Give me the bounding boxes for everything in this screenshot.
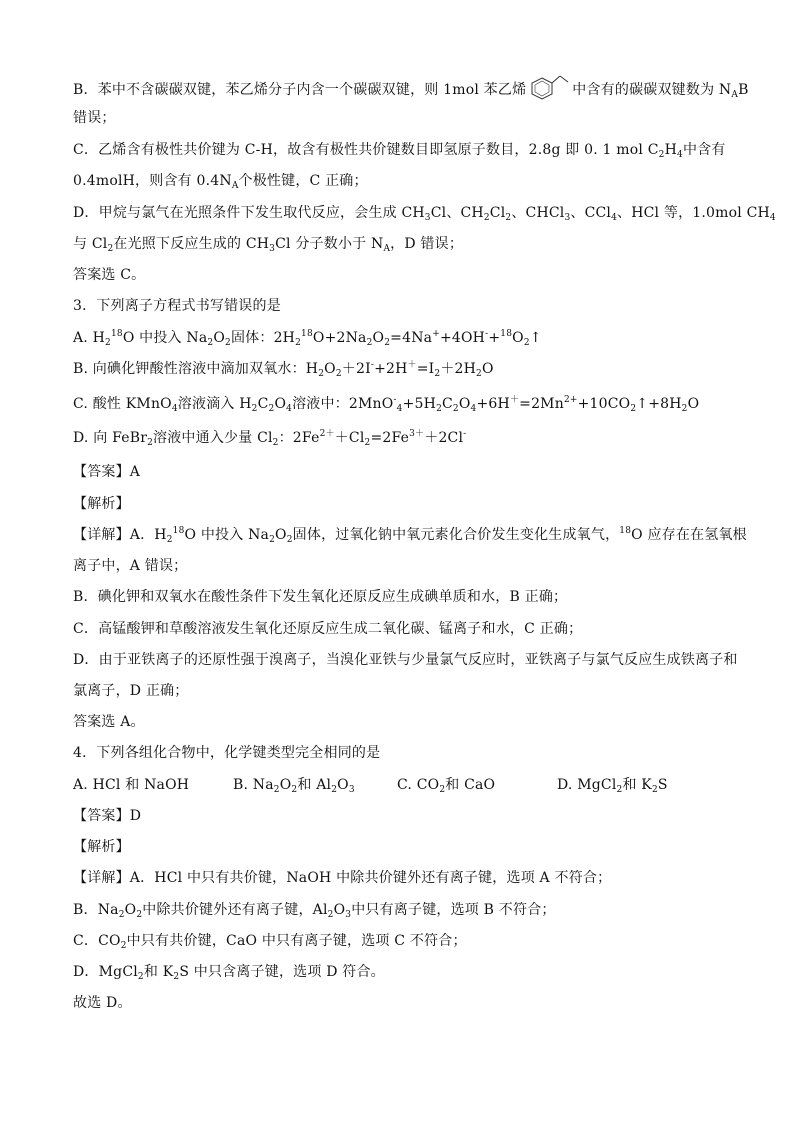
question-title: 3．下列离子方程式书写错误的是 [73, 298, 281, 314]
text-line: 0.4molH，则含有 $0.4N_A$个极性键，C 正确； [73, 173, 368, 191]
text-line: 故选 D。 [73, 995, 132, 1011]
question-title: 4．下列各组化合物中，化学键类型完全相同的是 [73, 745, 381, 761]
text-line: 【详解】A．$H_2^{18}O$ 中投入 $Na_2O_2$固体，过氧化钠中氧元素化合价发生变化生成氧气，$^{18}$O 应存在在氢氧根 [73, 526, 747, 545]
answer-label: 【答案】A [73, 464, 141, 480]
styrene-structure-icon [528, 72, 570, 108]
option-c: C. $CO_2$和 CaO [397, 777, 496, 795]
text-line: B．碘化钾和双氧水在酸性条件下发生氧化还原反应生成碘单质和水，B 正确； [73, 589, 568, 605]
option-d: D. MgCl$_2$和 $K_2S$ [557, 777, 668, 795]
text-line: 错误； [73, 110, 116, 126]
text-line: 与 $Cl_2$在光照下反应生成的 $CH_3Cl$ 分子数小于 $N_A$，D 错误； [73, 236, 464, 254]
text-line: 氯离子，D 正确； [73, 683, 189, 699]
analysis-label: 【解析】 [73, 839, 130, 855]
text-line: C．$CO_2$中只有共价键，CaO 中只有离子键，选项 C 不符合； [73, 933, 467, 951]
text-line: D．MgCl$_2$和 $K_2S$ 中只含离子键，选项 D 符合。 [73, 964, 385, 982]
option-d: D. 向 FeBr$_2$溶液中通入少量 $Cl_2$：$2Fe^{2+}+Cl_2=2Fe^{3+}+2Cl^-$ [73, 429, 467, 448]
text-line: C．乙烯含有极性共价键为 C-H，故含有极性共价键数目即氢原子数目，2.8g 即 0. 1 mol $C_2H_4$中含有 [73, 142, 726, 160]
text-line: 【详解】A．HCl 中只有共价键，NaOH 中除共价键外还有离子键，选项 A 不符合； [73, 870, 612, 886]
answer-label: 【答案】D [73, 808, 142, 824]
analysis-label: 【解析】 [73, 496, 130, 512]
text-line: D．甲烷与氯气在光照条件下发生取代反应，会生成 $CH_3Cl$、$CH_2Cl_2$、CHCl$_3$、CCl$_4$、HCl 等，1.0mol $CH_4$ [73, 205, 776, 223]
option-b: B. 向碘化钾酸性溶液中滴加双氧水：$H_2O_2+2I^-+2H^+=I_2+2H_2O$ [73, 360, 494, 379]
text-line: B．苯中不含碳碳双键，苯乙烯分子内含一个碳碳双键，则 1mol 苯乙烯 中含有的碳碳双键数为 $N_AB$ [73, 72, 749, 108]
text-line: 离子中，A 错误； [73, 558, 188, 574]
text-line: B．$Na_2O_2$中除共价键外还有离子键，$Al_2O_3$中只有离子键，选项 B 不符合； [73, 902, 556, 920]
option-b: B. $Na_2O_2$和 $Al_2O_3$ [233, 777, 355, 795]
text-line: C．高锰酸钾和草酸溶液发生氧化还原反应生成二氧化碳、锰离子和水，C 正确； [73, 621, 583, 637]
text-line: 答案选 C。 [73, 267, 146, 283]
option-a: A. $H_2^{18}O$ 中投入 $Na_2O_2$固体：$2H_2^{18}O+2Na_2O_2=4Na^++4OH^-+^{18}O_2↑$ [73, 329, 542, 348]
text-line: 答案选 A。 [73, 714, 145, 730]
option-a: A. HCl 和 NaOH [73, 777, 190, 793]
text-line: D．由于亚铁离子的还原性强于溴离子，当溴化亚铁与少量氯气反应时，亚铁离子与氯气反应生成铁离子和 [73, 652, 738, 668]
option-c: C. 酸性 KMnO$_4$溶液滴入 $H_2C_2O_4$溶液中：$2MnO^-_4+5H_2C_2O_4+6H^+=2Mn^{2+}+10CO_2↑+8H_2O$ [73, 395, 700, 414]
